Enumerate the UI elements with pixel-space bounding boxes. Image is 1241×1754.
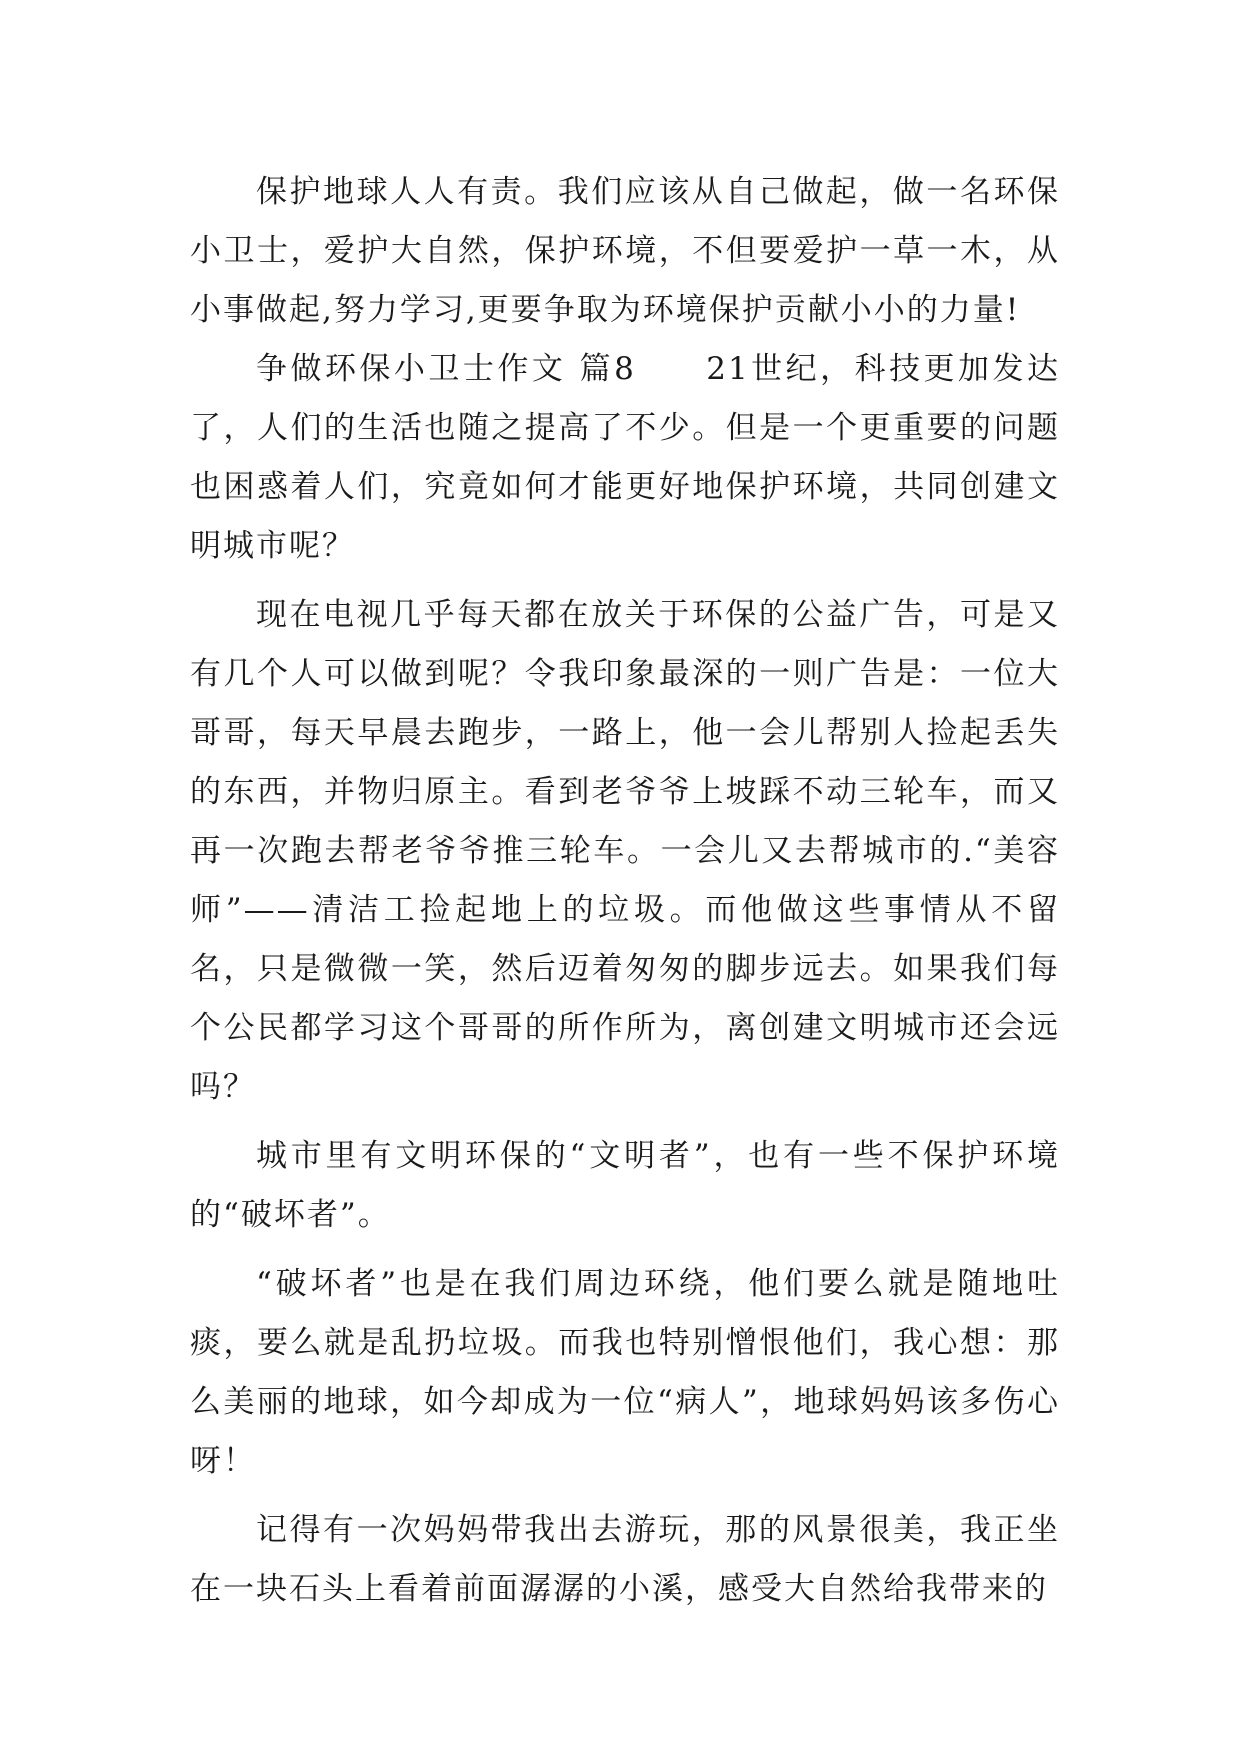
paragraph-environment-duty: 保护地球人人有责。我们应该从自己做起，做一名环保小卫士，爱护大自然，保护环境，不但要爱护一草一木，从小事做起,努力学习,更要争取为环境保护贡献小小的力量! bbox=[190, 174, 1060, 328]
paragraph-civilized-and-destroyers: 城市里有文明环保的“文明者”，也有一些不保护环境的“破坏者”。 bbox=[190, 1138, 1060, 1233]
paragraph-trip-with-mother: 记得有一次妈妈带我出去游玩，那的风景很美，我正坐在一块石头上看着前面潺潺的小溪，感受大自然给我带来的 bbox=[190, 1512, 1060, 1607]
paragraph-tv-public-ad: 现在电视几乎每天都在放关于环保的公益广告，可是又有几个人可以做到呢？令我印象最深的一则广告是：一位大哥哥，每天早晨去跑步，一路上，他一会儿帮别人捡起丢失的东西，并物归原主。看到老爷爷上坡踩不动三轮车，而又再一次跑去帮老爷爷推三轮车。一会儿又去帮城市的.“美容师”——清洁工捡起地上的垃圾。而他做这些事情从不留名，只是微微一笑，然后迈着匆匆的脚步远去。如果我们每个公民都学习这个哥哥的所作所为，离创建文明城市还会远吗？ bbox=[190, 597, 1060, 1105]
paragraph-essay-heading-21st-century: 争做环保小卫士作文 篇8 21世纪，科技更加发达了，人们的生活也随之提高了不少。但是一个更重要的问题也困惑着人们，究竟如何才能更好地保护环境，共同创建文明城市呢？ bbox=[190, 351, 1060, 564]
paragraph-destroyers-litter: “破坏者”也是在我们周边环绕，他们要么就是随地吐痰，要么就是乱扔垃圾。而我也特别憎恨他们，我心想：那么美丽的地球，如今却成为一位“病人”，地球妈妈该多伤心呀！ bbox=[190, 1266, 1060, 1479]
document-body bbox=[190, 163, 1060, 1619]
